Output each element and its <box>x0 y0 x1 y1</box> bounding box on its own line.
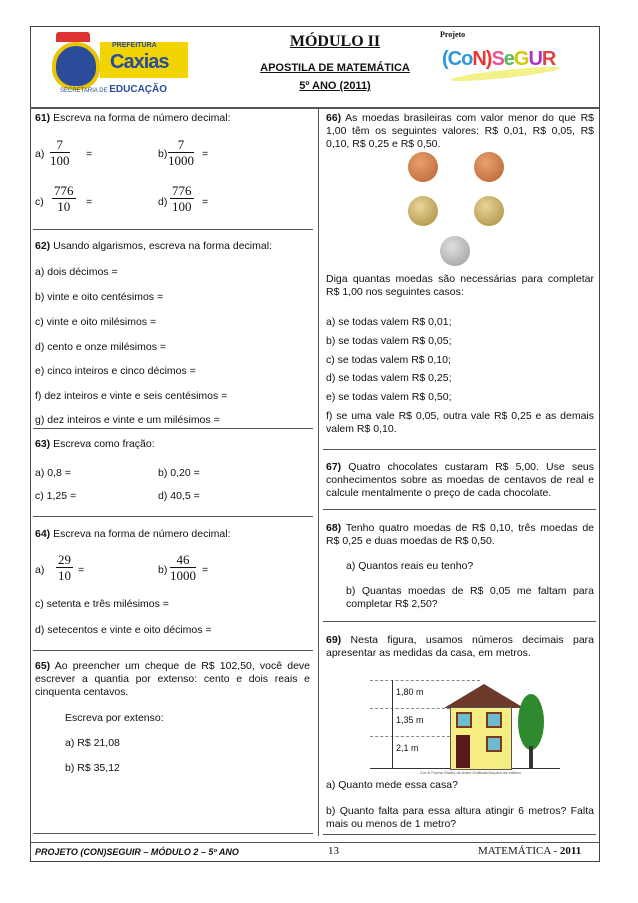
q62-item: c) vinte e oito milésimos = <box>35 316 157 328</box>
grade-title: 5º ANO (2011) <box>299 80 371 92</box>
divider <box>33 428 313 429</box>
divider <box>33 833 313 834</box>
divider <box>323 621 596 622</box>
q68-prompt: 68) Tenho quatro moedas de R$ 0,10, três moedas de R$ 0,25 e duas moedas de R$ 0,50. <box>326 522 594 547</box>
coin-icon <box>474 152 504 182</box>
q69-prompt: 69) Nesta figura, usamos números decimais para apresentar as medidas da casa, em metros. <box>326 634 594 659</box>
equals: = <box>78 564 85 576</box>
q65-item: b) R$ 35,12 <box>65 762 120 774</box>
q62-item: b) vinte e oito centésimos = <box>35 291 164 303</box>
q62-item: a) dois décimos = <box>35 266 118 278</box>
subject-title: APOSTILA DE MATEMÁTICA <box>260 62 410 74</box>
house-figure <box>370 680 560 780</box>
coin-icon <box>408 152 438 182</box>
q65-prompt: 65) Ao preencher um cheque de R$ 102,50, você deve escrever a quantia por extenso: cento e dois reais e cinquenta centavos. <box>35 660 310 698</box>
divider <box>33 229 313 230</box>
q61-c-fraction: $\frac{776}{10}$ <box>54 183 74 214</box>
q63-item: d) 40,5 = <box>158 490 200 502</box>
q64-b-label: b) <box>158 564 168 576</box>
prefeitura-logo: PREFEITURA Caxias SECRETARIA DE EDUCAÇÃO <box>52 32 192 94</box>
q68-item: b) Quantas moedas de R$ 0,05 me faltam para completar R$ 2,50? <box>346 585 594 610</box>
footer-divider <box>30 842 599 843</box>
q66-item: a) se todas valem R$ 0,01; <box>326 316 452 328</box>
q64-prompt: 64) Escreva na forma de número decimal: <box>35 528 231 540</box>
q65-item: a) R$ 21,08 <box>65 737 120 749</box>
q66-item: f) se uma vale R$ 0,05, outra vale R$ 0,25 e as demais valem R$ 0,10. <box>326 410 594 435</box>
figure-credit: Cor & Forma Studio de Artes Gráficas/Arquivo da editora <box>420 770 521 775</box>
divider <box>33 650 313 651</box>
q64-a-label: a) <box>35 564 45 576</box>
q61-a-label: a) <box>35 148 45 160</box>
equals: = <box>202 148 209 160</box>
column-divider <box>318 108 319 836</box>
q61-b-label: b) <box>158 148 168 160</box>
q66-item: b) se todas valem R$ 0,05; <box>326 335 452 347</box>
header-divider <box>30 107 599 109</box>
q61-d-fraction: $\frac{776}{100}$ <box>172 183 192 214</box>
q63-item: c) 1,25 = <box>35 490 77 502</box>
q64-b-fraction: $\frac{46}{1000}$ <box>170 552 196 583</box>
q64-a-fraction: $\frac{29}{10}$ <box>58 552 71 583</box>
equals: = <box>202 196 209 208</box>
q69-item: b) Quanto falta para essa altura atingir 6 metros? Falta mais ou menos de 1 metro? <box>326 805 594 830</box>
divider <box>323 834 596 835</box>
q61-c-label: c) <box>35 196 44 208</box>
q66-item: d) se todas valem R$ 0,25; <box>326 372 452 384</box>
q61-prompt: 61) Escreva na forma de número decimal: <box>35 112 231 124</box>
q63-prompt: 63) Escreva como fração: <box>35 438 155 450</box>
footer-right: MATEMÁTICA - 2011 <box>478 845 582 857</box>
footer-left: PROJETO (CON)SEGUIR – MÓDULO 2 – 5º ANO <box>35 847 239 857</box>
q63-item: b) 0,20 = <box>158 467 200 479</box>
coin-icon <box>474 196 504 226</box>
q61-b-fraction: $\frac{7}{1000}$ <box>168 137 194 168</box>
q66-ask: Diga quantas moedas são necessárias para completar R$ 1,00 nos seguintes casos: <box>326 273 594 298</box>
q64-item: c) setenta e três milésimos = <box>35 598 169 610</box>
q68-item: a) Quantos reais eu tenho? <box>346 560 474 572</box>
page-number: 13 <box>328 845 339 857</box>
equals: = <box>86 148 93 160</box>
module-title: MÓDULO II <box>289 33 381 50</box>
measure-label: 1,35 m <box>396 715 424 725</box>
q66-item: c) se todas valem R$ 0,10; <box>326 354 451 366</box>
q62-item: d) cento e onze milésimos = <box>35 341 167 353</box>
q62-item: f) dez inteiros e vinte e seis centésimos = <box>35 390 228 402</box>
q66-prompt: 66) As moedas brasileiras com valor menor do que R$ 1,00 têm os seguintes valores: R$ 0,01, R$ 0,05, R$ 0,10, R$ 0,25 e R$ 0,50. <box>326 112 594 150</box>
q66-item: e) se todas valem R$ 0,50; <box>326 391 452 403</box>
q61-a-fraction: $\frac{7}{100}$ <box>50 137 70 168</box>
q62-prompt: 62) Usando algarismos, escreva na forma decimal: <box>35 240 272 252</box>
divider <box>33 516 313 517</box>
q61-d-label: d) <box>158 196 168 208</box>
q63-item: a) 0,8 = <box>35 467 71 479</box>
divider <box>323 509 596 510</box>
coin-icon <box>408 196 438 226</box>
conseguir-logo: Projeto (CoN)SeGUR <box>440 30 570 90</box>
measure-label: 2,1 m <box>396 743 419 753</box>
q64-item: d) setecentos e vinte e oito décimos = <box>35 624 212 636</box>
equals: = <box>86 196 93 208</box>
divider <box>323 449 596 450</box>
q62-item: e) cinco inteiros e cinco décimos = <box>35 365 196 377</box>
q65-sub: Escreva por extenso: <box>65 712 164 724</box>
coin-icon <box>440 236 470 266</box>
equals: = <box>202 564 209 576</box>
q67-prompt: 67) Quatro chocolates custaram R$ 5,00. Use seus conhecimentos sobre as moedas de centavos de real e calcule mentalmente o preço de cada chocolate. <box>326 461 594 499</box>
q69-item: a) Quanto mede essa casa? <box>326 779 458 791</box>
measure-label: 1,80 m <box>396 687 424 697</box>
q62-item: g) dez inteiros e vinte e um milésimos = <box>35 414 220 426</box>
